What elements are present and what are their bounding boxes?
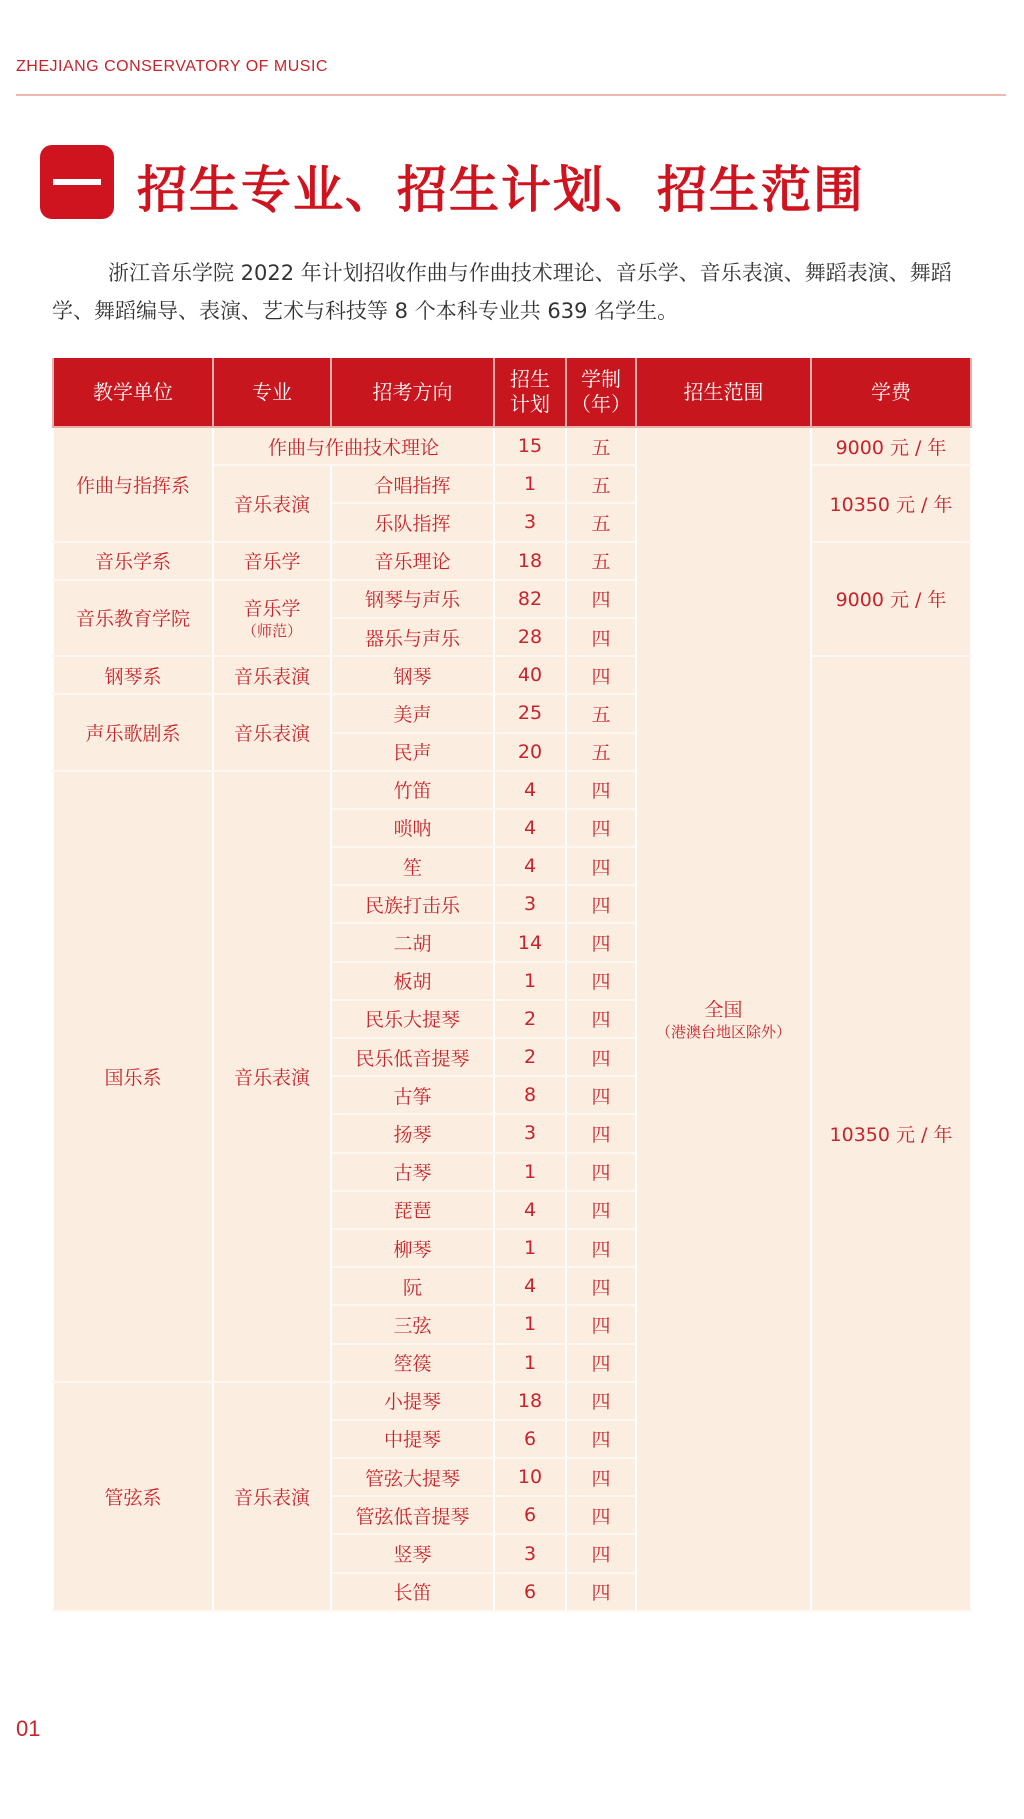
table-cell [331,1573,494,1611]
cell-text: 15 [517,435,543,458]
cell-text: 40 [517,664,543,687]
table-cell [331,1496,494,1534]
cell-text: 民声 [393,742,432,765]
cell-text: 箜篌 [393,1353,432,1376]
cell-text: 国乐系 [104,1066,162,1089]
cell-text: 器乐与声乐 [364,627,460,650]
table-cell [566,962,636,1000]
cell-text: 四 [591,1085,611,1108]
table-cell [213,656,331,694]
table-cell [811,427,971,465]
table-cell [494,427,566,465]
table-cell [566,427,636,465]
intro-paragraph: 浙江音乐学院 2022 年计划招收作曲与作曲技术理论、音乐学、音乐表演、舞蹈表演、舞蹈学、舞蹈编导、表演、艺术与科技等 8 个本科专业共 639 名学生。 [52,261,952,323]
cell-text: 9000 元 / 年 [835,436,947,459]
cell-text: 钢琴系 [104,665,162,688]
cell-text: 四 [591,1009,611,1032]
table-cell [811,465,971,541]
cell-text: 管弦系 [104,1486,162,1509]
table-cell [213,427,494,465]
cell-text: 10 [517,1466,543,1489]
column-header [53,358,213,427]
table-cell [494,1382,566,1420]
cell-text: 音乐表演 [233,1486,310,1509]
cell-text: 四 [591,780,611,803]
cell-text: 四 [591,933,611,956]
cell-text: 民乐低音提琴 [355,1047,470,1070]
table-cell [331,1382,494,1420]
cell-text: 四 [591,1314,611,1337]
table-cell [331,1305,494,1343]
cell-text: 民乐大提琴 [364,1009,460,1032]
cell-text: 2 [523,1046,537,1069]
table-cell [331,962,494,1000]
cell-text: 3 [523,1122,537,1145]
cell-text: 25 [517,702,543,725]
cell-text: 声乐歌剧系 [85,723,181,745]
cell-text: 音乐学 [243,551,301,574]
cell-text: 1 [523,1351,537,1374]
cell-text: 3 [523,1542,537,1565]
cell-text: 阮 [402,1276,422,1299]
table-cell [566,618,636,656]
table-cell [494,1076,566,1114]
cell-text: 三弦 [393,1314,432,1337]
table-cell [331,1000,494,1038]
cell-text: 作曲与作曲技术理论 [267,436,439,459]
cell-text: 全国 [704,999,743,1022]
cell-text: 四 [591,1353,611,1376]
cell-text: 2 [523,1007,537,1030]
table-cell [331,618,494,656]
cell-text: 五 [591,436,611,459]
cell-text: 二胡 [393,933,432,956]
table-cell [566,1076,636,1114]
cell-text: 四 [591,818,611,841]
cell-subtext: （师范） [241,622,302,641]
column-header-label: 学费 [871,379,911,404]
cell-text: 竖琴 [393,1544,432,1567]
cell-text: 4 [523,855,537,878]
cell-text: 中提琴 [383,1429,441,1452]
cell-text: 四 [591,971,611,994]
column-header-label: 招考方向 [372,379,453,404]
cell-text: 四 [591,1391,611,1414]
cell-text: 3 [523,893,537,916]
cell-text: 18 [517,549,543,572]
cell-text: 四 [591,1162,611,1185]
table-cell [331,1458,494,1496]
table-cell [53,771,213,1382]
table-cell [494,809,566,847]
cell-text: 音乐表演 [233,665,310,688]
table-cell [566,1458,636,1496]
table-cell [494,542,566,580]
cell-text: 9000 元 / 年 [835,589,947,612]
table-cell [494,618,566,656]
column-header [636,358,811,427]
cell-text: 1 [523,473,537,496]
table-cell [494,1305,566,1343]
table-cell [331,809,494,847]
table-cell [566,733,636,771]
cell-text: 四 [591,627,611,650]
table-cell [331,1534,494,1572]
table-cell [331,1191,494,1229]
table-cell [331,1267,494,1305]
cell-text: 长笛 [393,1582,432,1605]
table-cell [331,694,494,732]
table-cell [331,733,494,771]
cell-text: 四 [591,1505,611,1528]
table-cell [566,465,636,503]
cell-text: 柳琴 [393,1238,432,1261]
cell-text: 20 [517,740,543,763]
table-cell [566,1534,636,1572]
cell-text: 五 [591,512,611,535]
table-cell [331,1038,494,1076]
table-cell [494,503,566,541]
table-cell [213,580,331,656]
table-cell [53,656,213,694]
cell-text: 10350 元 / 年 [829,1123,953,1146]
table-cell [494,1458,566,1496]
table-cell [566,656,636,694]
cell-text: 钢琴 [393,665,432,688]
column-header-label: 招生计划 [510,367,550,416]
table-cell [213,694,331,770]
column-header [811,358,971,427]
cell-text: 4 [523,1198,537,1221]
cell-text: 五 [591,703,611,726]
cell-text: 四 [591,1544,611,1567]
table-cell [566,1305,636,1343]
table-cell [53,427,213,542]
table-header-row [53,358,971,427]
column-header-label: 学制（年） [571,367,631,416]
table-cell [566,694,636,732]
column-header-label: 招生范围 [683,379,764,404]
cell-text: 扬琴 [393,1123,432,1146]
cell-text: 作曲与指挥系 [75,474,190,497]
cell-text: 音乐表演 [233,1066,310,1089]
table-cell [494,465,566,503]
table-cell [53,694,213,770]
table-cell [494,1191,566,1229]
cell-text: 4 [523,816,537,839]
table-cell [331,1344,494,1382]
table-cell [331,465,494,503]
page-number: 01 [16,1716,41,1741]
cell-text: 唢呐 [393,818,432,841]
cell-text: 管弦大提琴 [364,1467,460,1490]
table-cell [494,923,566,961]
cell-text: 四 [591,856,611,879]
cell-text: 1 [523,1313,537,1336]
table-cell [213,771,331,1382]
cell-text: 28 [517,626,543,649]
cell-text: 合唱指挥 [374,474,451,497]
cell-text: 音乐理论 [374,551,451,574]
table-cell [331,847,494,885]
table-cell [636,427,811,1611]
cell-text: 音乐表演 [233,723,310,745]
table-cell [566,1000,636,1038]
cell-text: 音乐教育学院 [75,608,190,631]
table-cell [566,1229,636,1267]
column-header-label: 专业 [252,379,292,404]
cell-text: 6 [523,1580,537,1603]
cell-text: 10350 元 / 年 [829,493,953,516]
cell-text: 五 [591,474,611,497]
table-cell [331,1114,494,1152]
table-cell [494,1534,566,1572]
table-cell [331,1153,494,1191]
table-cell [331,580,494,618]
cell-text: 四 [591,1200,611,1223]
cell-subtext: （港澳台地区除外） [655,1023,791,1042]
cell-text: 琵琶 [393,1200,432,1223]
table-cell [566,771,636,809]
table-cell [494,885,566,923]
table-cell [566,1496,636,1534]
table-cell [213,465,331,541]
table-cell [53,1382,213,1611]
cell-text: 板胡 [393,971,432,994]
table-cell [566,1267,636,1305]
cell-text: 18 [517,1389,543,1412]
table-cell [494,1267,566,1305]
cell-text: 82 [517,587,543,610]
table-cell [566,1038,636,1076]
cell-text: 四 [591,894,611,917]
table-cell [494,694,566,732]
table-cell [331,1229,494,1267]
table-cell [494,1000,566,1038]
table-cell [494,580,566,618]
cell-text: 音乐表演 [233,493,310,516]
table-cell [494,1114,566,1152]
cell-text: 五 [591,742,611,765]
table-row [53,427,971,465]
cell-text: 3 [523,511,537,534]
table-cell [566,1382,636,1420]
cell-text: 竹笛 [393,780,432,803]
cell-text: 1 [523,1160,537,1183]
cell-text: 五 [591,551,611,574]
admissions-table [52,358,972,1612]
column-header [494,358,566,427]
table-cell [566,1114,636,1152]
column-header [331,358,494,427]
table-cell [566,542,636,580]
cell-text: 古筝 [393,1085,432,1108]
cell-text: 6 [523,1504,537,1527]
cell-text: 四 [591,1123,611,1146]
table-cell [566,847,636,885]
cell-text: 音乐学系 [94,551,171,574]
cell-text: 8 [523,1084,537,1107]
table-cell [566,1573,636,1611]
cell-text: 四 [591,665,611,688]
table-cell [494,771,566,809]
table-cell [566,809,636,847]
cell-text: 四 [591,589,611,612]
cell-text: 美声 [393,703,432,726]
table-cell [53,580,213,656]
table-cell [331,923,494,961]
table-cell [331,542,494,580]
table-cell [494,847,566,885]
cell-text: 四 [591,1047,611,1070]
table-row [53,656,971,694]
table-cell [331,1076,494,1114]
cell-text: 钢琴与声乐 [364,589,460,612]
table-cell [811,656,971,1611]
table-cell [566,1153,636,1191]
brand-header: ZHEJIANG CONSERVATORY OF MUSIC [16,58,328,75]
cell-text: 14 [517,931,543,954]
cell-text: 音乐学 [243,598,301,621]
table-cell [494,1229,566,1267]
table-cell [566,580,636,618]
cell-text: 四 [591,1238,611,1261]
table-cell [566,923,636,961]
cell-text: 4 [523,1275,537,1298]
cell-text: 管弦低音提琴 [355,1505,470,1528]
table-cell [494,962,566,1000]
cell-text: 四 [591,1429,611,1452]
table-cell [494,1344,566,1382]
table-cell [331,1420,494,1458]
table-cell [566,1420,636,1458]
table-cell [331,503,494,541]
section-title: 招生专业、招生计划、招生范围 [137,160,865,219]
table-cell [494,656,566,694]
cell-text: 1 [523,1237,537,1260]
table-cell [494,1038,566,1076]
table-cell [494,1496,566,1534]
table-cell [53,542,213,580]
table-row [53,542,971,580]
header-divider [16,94,1006,96]
table-cell [331,885,494,923]
cell-text: 民族打击乐 [364,894,460,917]
table-cell [566,1191,636,1229]
table-cell [811,542,971,657]
column-header [213,358,331,427]
cell-text: 小提琴 [383,1391,441,1414]
table-cell [566,503,636,541]
column-header [566,358,636,427]
cell-text: 4 [523,778,537,801]
cell-text: 6 [523,1427,537,1450]
table-cell [566,885,636,923]
table-cell [494,1420,566,1458]
table-cell [566,1344,636,1382]
table-cell [213,542,331,580]
section-number-badge [40,145,114,219]
table-cell [494,1153,566,1191]
cell-text: 四 [591,1276,611,1299]
cell-text: 笙 [402,856,422,879]
table-cell [331,771,494,809]
table-cell [331,656,494,694]
cell-text: 古琴 [393,1162,432,1185]
table-cell [494,733,566,771]
cell-text: 乐队指挥 [374,512,451,535]
column-header-label: 教学单位 [93,379,173,404]
cell-text: 1 [523,969,537,992]
cell-text: 四 [591,1467,611,1490]
table-cell [494,1573,566,1611]
table-cell [213,1382,331,1611]
cell-text: 四 [591,1582,611,1605]
